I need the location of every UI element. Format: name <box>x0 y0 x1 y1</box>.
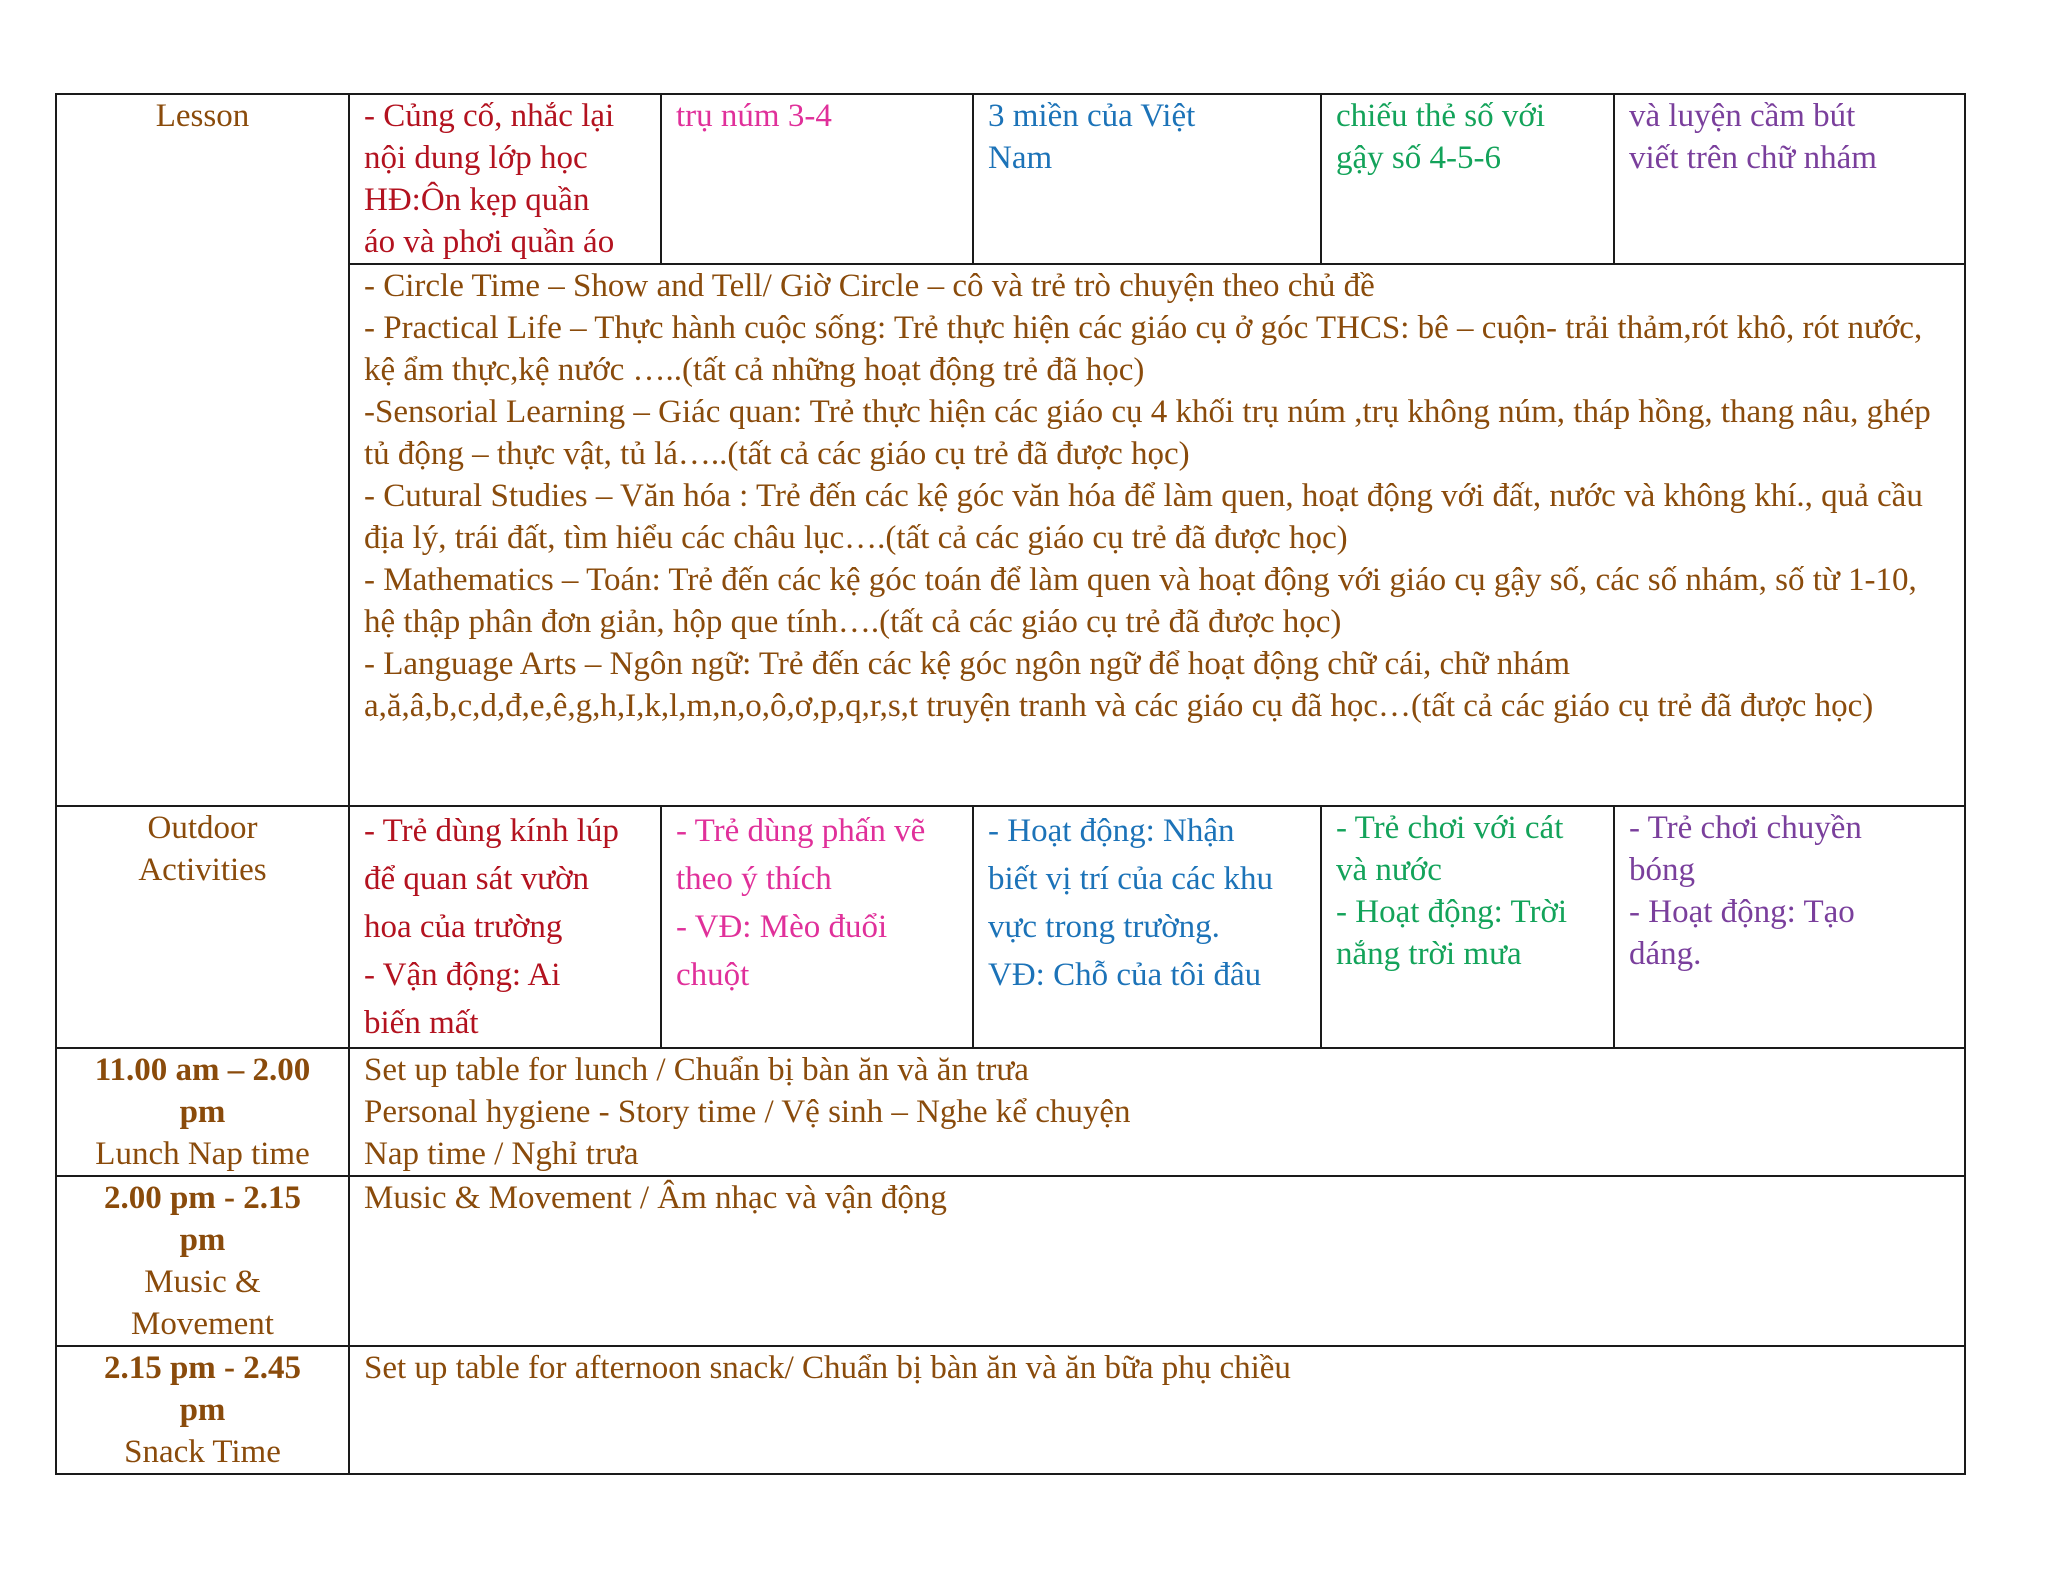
music-content: Music & Movement / Âm nhạc và vận động <box>349 1176 1965 1346</box>
music-row <box>56 1176 1965 1346</box>
outdoor-day3: - Hoạt động: Nhận biết vị trí của các khu vực trong trường. VĐ: Chỗ của tôi đâu <box>973 806 1321 1048</box>
lesson-day2: trụ núm 3-4 <box>661 94 973 264</box>
activity-circle-time: - Circle Time – Show and Tell/ Giờ Circle – cô và trẻ trò chuyện theo chủ đề <box>364 268 1375 304</box>
snack-content: Set up table for afternoon snack/ Chuẩn bị bàn ăn và ăn bữa phụ chiều <box>349 1346 1965 1474</box>
music-time-line2: pm <box>179 1222 226 1258</box>
outdoor-row <box>56 806 1965 1048</box>
lunch-label-cell <box>56 1048 349 1176</box>
snack-time-line1: 2.15 pm - 2.45 <box>103 1350 302 1386</box>
lunch-row <box>56 1048 1965 1176</box>
outdoor-label-cell <box>56 806 349 1048</box>
music-time-line1: 2.00 pm - 2.15 <box>103 1180 302 1216</box>
music-label-cell <box>56 1176 349 1346</box>
music-name-line1: Music & <box>144 1264 261 1300</box>
lesson-day1: - Củng cố, nhắc lại nội dung lớp học HĐ:Ôn kẹp quần áo và phơi quần áo <box>349 94 661 264</box>
snack-label-cell <box>56 1346 349 1474</box>
outdoor-label-line1: Outdoor <box>147 810 258 846</box>
outdoor-day2: - Trẻ dùng phấn vẽ theo ý thích - VĐ: Mèo đuổi chuột <box>661 806 973 1048</box>
lesson-activities-cell <box>349 264 1965 806</box>
outdoor-day4: - Trẻ chơi với cát và nước - Hoạt động: Trời nắng trời mưa <box>1321 806 1614 1048</box>
lesson-row <box>56 94 1965 264</box>
lunch-line-2: Personal hygiene - Story time / Vệ sinh – Nghe kể chuyện <box>364 1094 1131 1130</box>
outdoor-day1: - Trẻ dùng kính lúp để quan sát vườn hoa của trường - Vận động: Ai biến mất <box>349 806 661 1048</box>
activity-cultural: - Cutural Studies – Văn hóa : Trẻ đến các kệ góc văn hóa để làm quen, hoạt động với đất, nước và không khí., quả cầu địa lý, trái đất, tìm hiểu các châu lục….(tất cả các giáo cụ trẻ đã được học) <box>364 478 1923 556</box>
activity-practical-life: - Practical Life – Thực hành cuộc sống: Trẻ thực hiện các giáo cụ ở góc THCS: bê – cuộn- trải thảm,rót khô, rót nước, kệ ẩm thực,kệ nước …..(tất cả những hoạt động trẻ đã học) <box>364 310 1923 388</box>
activity-mathematics: - Mathematics – Toán: Trẻ đến các kệ góc toán để làm quen và hoạt động với giáo cụ gậy số, các số nhám, số từ 1-10, hệ thập phân đơn giản, hộp que tính….(tất cả các giáo cụ trẻ đã được học) <box>364 562 1917 640</box>
lesson-day4: chiếu thẻ số với gậy số 4-5-6 <box>1321 94 1614 264</box>
music-name-line2: Movement <box>131 1306 274 1342</box>
lesson-day3: 3 miền của Việt Nam <box>973 94 1321 264</box>
snack-time-line2: pm <box>179 1392 226 1428</box>
lunch-time-line2: pm <box>179 1094 226 1130</box>
snack-name: Snack Time <box>124 1434 281 1470</box>
activity-sensorial: -Sensorial Learning – Giác quan: Trẻ thực hiện các giáo cụ 4 khối trụ núm ,trụ không núm, tháp hồng, thang nâu, ghép tủ động – thực vật, tủ lá…..(tất cả các giáo cụ trẻ đã được học) <box>364 394 1931 472</box>
lunch-line-3: Nap time / Nghỉ trưa <box>364 1136 639 1172</box>
lesson-label: Lesson <box>155 98 250 134</box>
lesson-label-cell <box>56 94 349 806</box>
lunch-line-1: Set up table for lunch / Chuẩn bị bàn ăn và ăn trưa <box>364 1052 1029 1088</box>
lunch-time-line1: 11.00 am – 2.00 <box>94 1052 311 1088</box>
snack-row <box>56 1346 1965 1474</box>
lunch-name: Lunch Nap time <box>95 1136 310 1172</box>
outdoor-label-line2: Activities <box>138 852 267 888</box>
lesson-day5: và luyện cầm bút viết trên chữ nhám <box>1614 94 1965 264</box>
outdoor-day5: - Trẻ chơi chuyền bóng - Hoạt động: Tạo dáng. <box>1614 806 1965 1048</box>
activity-language: - Language Arts – Ngôn ngữ: Trẻ đến các kệ góc ngôn ngữ để hoạt động chữ cái, chữ nhám a,ă,â,b,c,d,đ,e,ê,g,h,I,k,l,m,n,o,ô,ơ,p,q,r,s,t truyện tranh và các giáo cụ đã học…(tất cả các giáo cụ trẻ đã được học) <box>364 646 1874 724</box>
schedule-table <box>55 93 1966 1475</box>
lunch-content-cell <box>349 1048 1965 1176</box>
